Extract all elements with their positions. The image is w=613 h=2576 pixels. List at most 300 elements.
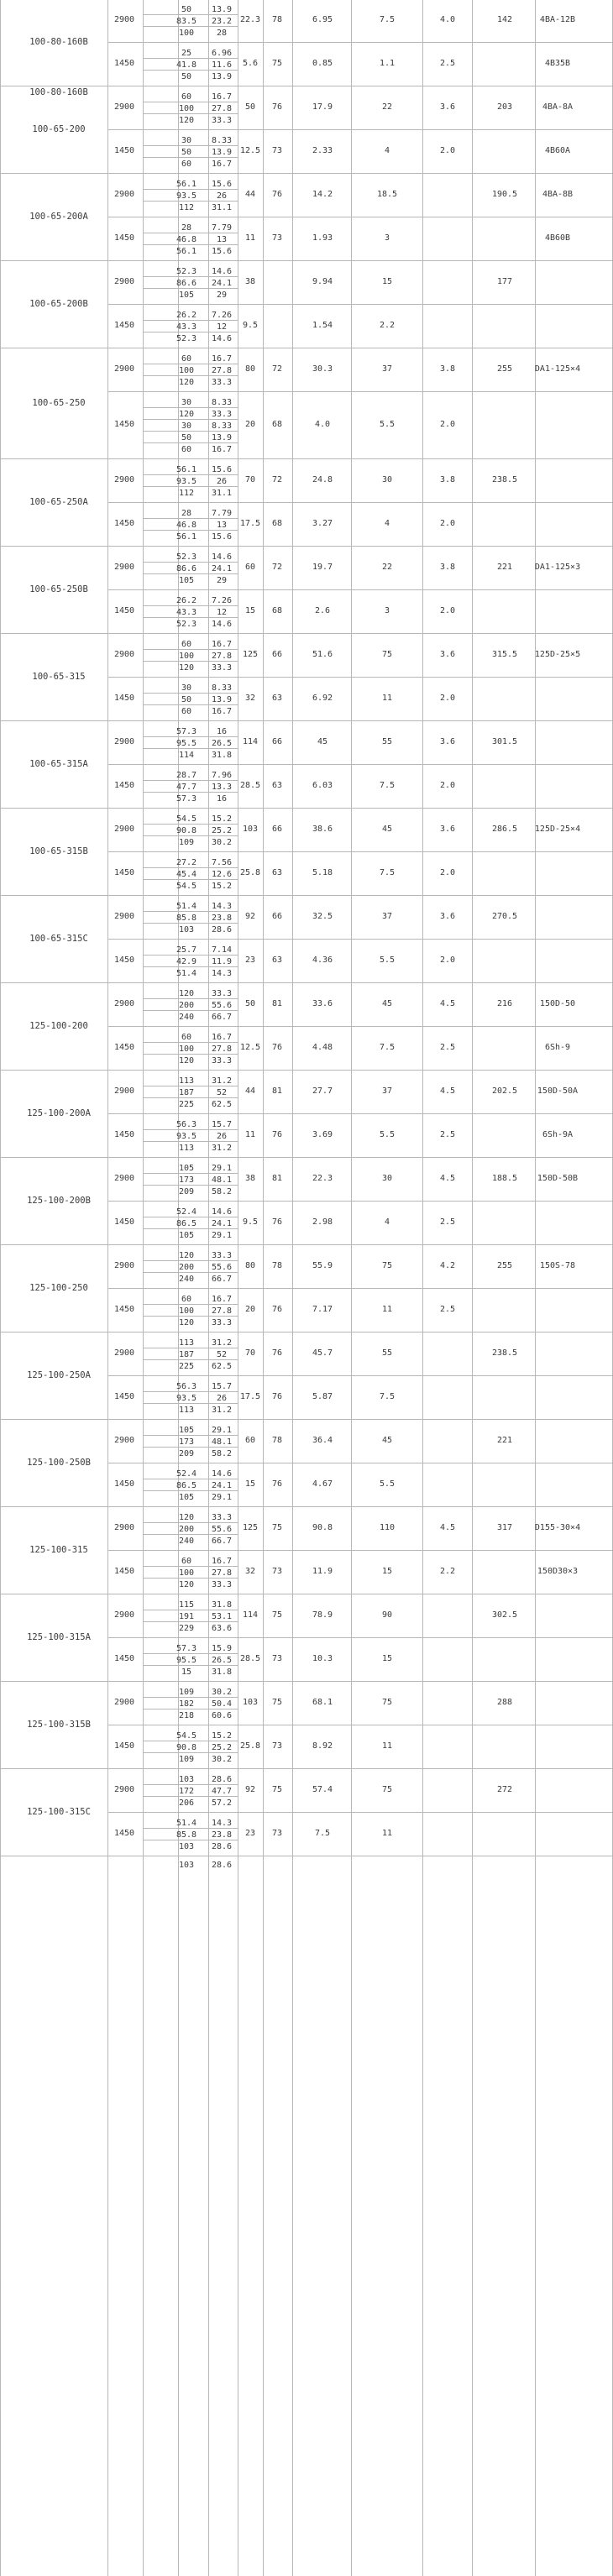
head-value: 33.3: [211, 1318, 233, 1327]
head-value: 24.1: [211, 564, 233, 573]
sub-divider: [143, 474, 208, 475]
speed-value: 2900: [113, 563, 135, 572]
sub-divider: [143, 1359, 208, 1360]
sub-divider: [208, 1697, 238, 1698]
efficiency-value: 68: [271, 420, 283, 429]
sub-divider: [208, 518, 238, 519]
shaft-power-value: 45: [317, 737, 328, 746]
sub-divider: [143, 1796, 208, 1797]
head-value: 31.8: [211, 1600, 233, 1610]
flow-value: 15: [181, 1668, 192, 1677]
flow-value: 50: [181, 148, 192, 157]
flow-value: 50: [181, 5, 192, 14]
efficiency-value: 72: [271, 475, 283, 484]
head-value: 14.3: [211, 969, 233, 978]
sub-divider: [143, 1784, 208, 1785]
npsh-value: 70: [244, 1348, 256, 1358]
model-name: 100-65-315A: [29, 759, 88, 769]
sub-divider: [208, 704, 238, 705]
head-value: 27.8: [211, 652, 233, 661]
flow-value: 109: [178, 1755, 195, 1764]
speed-value: 2900: [113, 1698, 135, 1707]
head-value: 15.2: [211, 1731, 233, 1741]
speed-divider: [107, 1550, 613, 1551]
npsh-required-value: 3.8: [439, 475, 456, 484]
head-value: 60.6: [211, 1711, 233, 1720]
npsh-required-value: 3.6: [439, 737, 456, 746]
sub-divider: [143, 1752, 208, 1753]
npsh-value: 22.3: [239, 15, 261, 24]
flow-value: 120: [178, 410, 195, 419]
speed-value: 1450: [113, 1829, 135, 1838]
motor-power-value: 37: [381, 912, 393, 921]
motor-power-value: 7.5: [379, 1392, 396, 1401]
speed-value: 2900: [113, 1261, 135, 1270]
speed-divider: [107, 304, 613, 305]
model-name: 125-100-315B: [27, 1720, 91, 1730]
motor-power-value: 15: [381, 277, 393, 286]
head-value: 7.14: [211, 945, 233, 955]
flow-value: 200: [178, 1525, 195, 1534]
sub-divider: [143, 407, 208, 408]
speed-value: 1450: [113, 694, 135, 703]
model-name: 125-100-200: [29, 1021, 88, 1031]
motor-model-value: 125D-25×5: [534, 650, 581, 659]
sub-divider: [143, 1697, 208, 1698]
speed-value: 1450: [113, 146, 135, 155]
weight-value: 216: [496, 999, 513, 1008]
sub-divider: [143, 530, 208, 531]
flow-value: 30: [181, 683, 192, 693]
sub-divider: [208, 1129, 238, 1130]
motor-model-value: 150D30×3: [537, 1567, 579, 1576]
flow-value: 240: [178, 1013, 195, 1022]
sub-divider: [208, 1522, 238, 1523]
shaft-power-value: 1.54: [312, 321, 333, 330]
shaft-power-value: 36.4: [312, 1436, 333, 1445]
speed-value: 1450: [113, 233, 135, 243]
head-value: 12: [216, 322, 228, 332]
head-value: 62.5: [211, 1100, 233, 1109]
weight-value: 177: [496, 277, 513, 286]
sub-divider: [143, 375, 208, 376]
speed-value: 1450: [113, 519, 135, 528]
sub-divider: [208, 14, 238, 15]
head-value: 14.6: [211, 334, 233, 343]
sub-divider: [208, 736, 238, 737]
sub-divider: [208, 1272, 238, 1273]
sub-divider: [143, 605, 208, 606]
shaft-power-value: 9.94: [312, 277, 333, 286]
weight-value: 190.5: [491, 190, 518, 199]
efficiency-value: 76: [271, 1217, 283, 1227]
shaft-power-value: 2.6: [314, 606, 331, 615]
sub-divider: [208, 1752, 238, 1753]
row-divider: [0, 808, 613, 809]
sub-divider: [208, 276, 238, 277]
flow-value: 120: [178, 1318, 195, 1327]
flow-value: 100: [178, 1568, 195, 1578]
motor-power-value: 15: [381, 1567, 393, 1576]
sub-divider: [143, 562, 208, 563]
npsh-required-value: 2.5: [439, 1217, 456, 1227]
speed-value: 1450: [113, 59, 135, 68]
sub-divider: [143, 320, 208, 321]
flow-value: 105: [178, 1426, 195, 1435]
flow-value: 26.2: [176, 311, 197, 320]
efficiency-value: 78: [271, 1261, 283, 1270]
row-divider: [0, 982, 613, 983]
shaft-power-value: 78.9: [312, 1610, 333, 1620]
shaft-power-value: 68.1: [312, 1698, 333, 1707]
npsh-value: 103: [242, 825, 259, 834]
shaft-power-value: 22.3: [312, 1174, 333, 1183]
speed-divider: [107, 764, 613, 765]
shaft-power-value: 4.0: [314, 420, 331, 429]
npsh-value: 50: [244, 102, 256, 112]
motor-power-value: 7.5: [379, 781, 396, 790]
sub-divider: [143, 1097, 208, 1098]
flow-value: 56.1: [176, 465, 197, 474]
motor-power-value: 5.5: [379, 1479, 396, 1489]
sub-divider: [143, 923, 208, 924]
model-name: 100-65-315B: [29, 846, 88, 856]
speed-value: 2900: [113, 1785, 135, 1794]
sub-divider: [208, 835, 238, 836]
head-value: 31.2: [211, 1076, 233, 1086]
npsh-value: 20: [244, 1305, 256, 1314]
motor-power-value: 5.5: [379, 956, 396, 965]
flow-value: 120: [178, 116, 195, 125]
shaft-power-value: 6.92: [312, 694, 333, 703]
npsh-required-value: 2.5: [439, 59, 456, 68]
flow-value: 60: [181, 445, 192, 454]
flow-value: 56.3: [176, 1120, 197, 1129]
sub-divider: [208, 649, 238, 650]
npsh-required-value: 2.0: [439, 781, 456, 790]
flow-value: 100: [178, 366, 195, 375]
head-value: 15.6: [211, 465, 233, 474]
sub-divider: [143, 1272, 208, 1273]
model-name: 125-100-315A: [27, 1632, 91, 1642]
flow-value: 60: [181, 640, 192, 649]
speed-value: 1450: [113, 781, 135, 790]
shaft-power-value: 51.6: [312, 650, 333, 659]
speed-divider: [107, 1637, 613, 1638]
flow-value: 191: [178, 1612, 195, 1621]
weight-value: 203: [496, 102, 513, 112]
weight-value: 288: [496, 1698, 513, 1707]
flow-value: 51.4: [176, 969, 197, 978]
npsh-value: 80: [244, 364, 256, 374]
speed-value: 1450: [113, 1567, 135, 1576]
head-value: 7.96: [211, 771, 233, 780]
motor-model-value: 150D-50: [539, 999, 576, 1008]
shaft-power-value: 6.95: [312, 15, 333, 24]
shaft-power-value: 6.03: [312, 781, 333, 790]
npsh-value: 44: [244, 190, 256, 199]
sub-divider: [143, 288, 208, 289]
flow-value: 120: [178, 1513, 195, 1522]
flow-value: 105: [178, 1493, 195, 1502]
head-value: 16.7: [211, 707, 233, 716]
efficiency-value: 72: [271, 563, 283, 572]
sub-divider: [143, 1435, 208, 1436]
sub-divider: [208, 661, 238, 662]
head-value: 33.3: [211, 1513, 233, 1522]
head-value: 14.6: [211, 1207, 233, 1217]
efficiency-value: 66: [271, 737, 283, 746]
npsh-value: 60: [244, 563, 256, 572]
flow-value: 120: [178, 1251, 195, 1260]
head-value: 14.3: [211, 902, 233, 911]
sub-divider: [208, 1010, 238, 1011]
flow-value: 57.3: [176, 1644, 197, 1653]
sub-divider: [208, 748, 238, 749]
sub-divider: [143, 835, 208, 836]
flow-value: 47.7: [176, 783, 197, 792]
motor-power-value: 3: [384, 606, 390, 615]
motor-power-value: 3: [384, 233, 390, 243]
head-value: 7.26: [211, 311, 233, 320]
sub-divider: [208, 923, 238, 924]
head-value: 23.8: [211, 1830, 233, 1840]
sub-divider: [208, 1228, 238, 1229]
motor-power-value: 90: [381, 1610, 393, 1620]
head-value: 13.9: [211, 72, 233, 81]
head-value: 16.7: [211, 1557, 233, 1566]
flow-value: 100: [178, 1045, 195, 1054]
head-value: 66.7: [211, 1537, 233, 1546]
efficiency-value: 78: [271, 15, 283, 24]
shaft-power-value: 8.92: [312, 1741, 333, 1751]
speed-divider: [107, 851, 613, 852]
model-name: 125-100-250B: [27, 1458, 91, 1468]
npsh-required-value: 2.5: [439, 1305, 456, 1314]
sub-divider: [208, 780, 238, 781]
flow-value: 52.3: [176, 334, 197, 343]
npsh-required-value: 2.0: [439, 868, 456, 877]
sub-divider: [143, 419, 208, 420]
motor-power-value: 15: [381, 1654, 393, 1663]
motor-power-value: 75: [381, 650, 393, 659]
head-value: 6.96: [211, 49, 233, 58]
efficiency-value: 76: [271, 1130, 283, 1139]
npsh-required-value: 3.8: [439, 364, 456, 374]
row-divider: [0, 1768, 613, 1769]
motor-power-value: 75: [381, 1785, 393, 1794]
speed-value: 1450: [113, 1741, 135, 1751]
sub-divider: [143, 1566, 208, 1567]
sub-divider: [208, 244, 238, 245]
head-value: 63.6: [211, 1624, 233, 1633]
motor-power-value: 1.1: [379, 59, 396, 68]
sub-divider: [208, 1173, 238, 1174]
flow-value: 28: [181, 223, 192, 233]
flow-value: 42.9: [176, 957, 197, 966]
npsh-required-value: 2.0: [439, 146, 456, 155]
sub-divider: [143, 1665, 208, 1666]
shaft-power-value: 17.9: [312, 102, 333, 112]
motor-power-value: 37: [381, 364, 393, 374]
head-value: 16.7: [211, 640, 233, 649]
flow-value: 113: [178, 1144, 195, 1153]
efficiency-value: 66: [271, 650, 283, 659]
flow-value: 113: [178, 1076, 195, 1086]
head-value: 29.1: [211, 1164, 233, 1173]
sub-divider: [143, 661, 208, 662]
sub-divider: [143, 244, 208, 245]
head-value: 29.1: [211, 1231, 233, 1240]
flow-value: 60: [181, 160, 192, 169]
weight-value: 301.5: [491, 737, 518, 746]
speed-value: 2900: [113, 1174, 135, 1183]
sub-divider: [143, 157, 208, 158]
motor-power-value: 11: [381, 1741, 393, 1751]
sub-divider: [208, 58, 238, 59]
efficiency-value: 73: [271, 1567, 283, 1576]
sub-divider: [143, 1173, 208, 1174]
flow-value: 52.3: [176, 620, 197, 629]
sub-divider: [143, 704, 208, 705]
head-value: 33.3: [211, 378, 233, 387]
head-value: 33.3: [211, 1056, 233, 1065]
head-value: 33.3: [211, 663, 233, 673]
shaft-power-value: 11.9: [312, 1567, 333, 1576]
head-value: 23.2: [211, 17, 233, 26]
flow-value: 90.8: [176, 1743, 197, 1752]
flow-value: 113: [178, 1406, 195, 1415]
sub-divider: [208, 1042, 238, 1043]
speed-value: 2900: [113, 1348, 135, 1358]
row-divider: [0, 1070, 613, 1071]
flow-value: 173: [178, 1175, 195, 1185]
npsh-value: 17.5: [239, 519, 261, 528]
motor-model-value: 150D-50A: [537, 1086, 579, 1096]
flow-value: 51.4: [176, 902, 197, 911]
sub-divider: [143, 966, 208, 967]
head-value: 58.2: [211, 1449, 233, 1458]
sub-divider: [208, 911, 238, 912]
head-value: 11.6: [211, 60, 233, 70]
sub-divider: [208, 1796, 238, 1797]
efficiency-value: 76: [271, 1392, 283, 1401]
speed-divider: [107, 1812, 613, 1813]
sub-divider: [208, 419, 238, 420]
npsh-required-value: 3.6: [439, 102, 456, 112]
head-value: 29.1: [211, 1493, 233, 1502]
head-value: 8.33: [211, 683, 233, 693]
weight-value: 315.5: [491, 650, 518, 659]
head-value: 14.6: [211, 267, 233, 276]
sub-divider: [208, 617, 238, 618]
sub-divider: [143, 879, 208, 880]
column-divider: [0, 0, 1, 2576]
sub-divider: [143, 1228, 208, 1229]
motor-power-value: 7.5: [379, 1043, 396, 1052]
motor-power-value: 75: [381, 1261, 393, 1270]
flow-value: 28.7: [176, 771, 197, 780]
shaft-power-value: 55.9: [312, 1261, 333, 1270]
head-value: 12.6: [211, 870, 233, 879]
shaft-power-value: 5.87: [312, 1392, 333, 1401]
npsh-required-value: 2.5: [439, 1043, 456, 1052]
motor-power-value: 22: [381, 102, 393, 112]
sub-divider: [143, 518, 208, 519]
npsh-required-value: 4.5: [439, 1086, 456, 1096]
sub-divider: [208, 1447, 238, 1448]
npsh-required-value: 2.0: [439, 420, 456, 429]
flow-value: 115: [178, 1600, 195, 1610]
shaft-power-value: 3.27: [312, 519, 333, 528]
speed-value: 1450: [113, 1654, 135, 1663]
head-value: 15.7: [211, 1120, 233, 1129]
shaft-power-value: 1.93: [312, 233, 333, 243]
shaft-power-value: 7.17: [312, 1305, 333, 1314]
npsh-value: 60: [244, 1436, 256, 1445]
weight-value: 255: [496, 364, 513, 374]
flow-value: 182: [178, 1699, 195, 1709]
flow-value: 209: [178, 1187, 195, 1196]
flow-value: 240: [178, 1275, 195, 1284]
flow-value: 60: [181, 1295, 192, 1304]
head-value: 31.2: [211, 1144, 233, 1153]
motor-model-value: DA1-125×3: [534, 563, 581, 572]
sub-divider: [143, 26, 208, 27]
head-value: 28.6: [211, 925, 233, 935]
sub-divider: [208, 157, 238, 158]
npsh-required-value: 3.6: [439, 825, 456, 834]
efficiency-value: 68: [271, 519, 283, 528]
efficiency-value: 75: [271, 1698, 283, 1707]
npsh-value: 114: [242, 737, 259, 746]
shaft-power-value: 4.48: [312, 1043, 333, 1052]
sub-divider: [143, 1010, 208, 1011]
head-value: 7.26: [211, 596, 233, 605]
flow-value: 56.1: [176, 247, 197, 256]
flow-value: 60: [181, 707, 192, 716]
npsh-value: 11: [244, 1130, 256, 1139]
sub-divider: [208, 407, 238, 408]
flow-value: 103: [178, 1861, 195, 1870]
head-value: 13: [216, 521, 228, 530]
flow-value: 105: [178, 291, 195, 300]
npsh-value: 125: [242, 650, 259, 659]
head-value: 16.7: [211, 1033, 233, 1042]
motor-model-value: D155-30×4: [534, 1523, 581, 1532]
npsh-value: 12.5: [239, 1043, 261, 1052]
head-value: 13: [216, 235, 228, 244]
head-value: 24.1: [211, 279, 233, 288]
flow-value: 85.8: [176, 1830, 197, 1840]
motor-power-value: 22: [381, 563, 393, 572]
weight-value: 188.5: [491, 1174, 518, 1183]
npsh-required-value: 2.2: [439, 1567, 456, 1576]
flow-value: 114: [178, 751, 195, 760]
efficiency-value: 81: [271, 1174, 283, 1183]
flow-value: 52.3: [176, 267, 197, 276]
npsh-value: 70: [244, 475, 256, 484]
sub-divider: [208, 1435, 238, 1436]
head-value: 30.2: [211, 1688, 233, 1697]
motor-power-value: 45: [381, 825, 393, 834]
sub-divider: [143, 617, 208, 618]
weight-value: 255: [496, 1261, 513, 1270]
sub-divider: [208, 1621, 238, 1622]
head-value: 30.2: [211, 838, 233, 847]
flow-value: 100: [178, 104, 195, 113]
npsh-required-value: 4.5: [439, 1174, 456, 1183]
